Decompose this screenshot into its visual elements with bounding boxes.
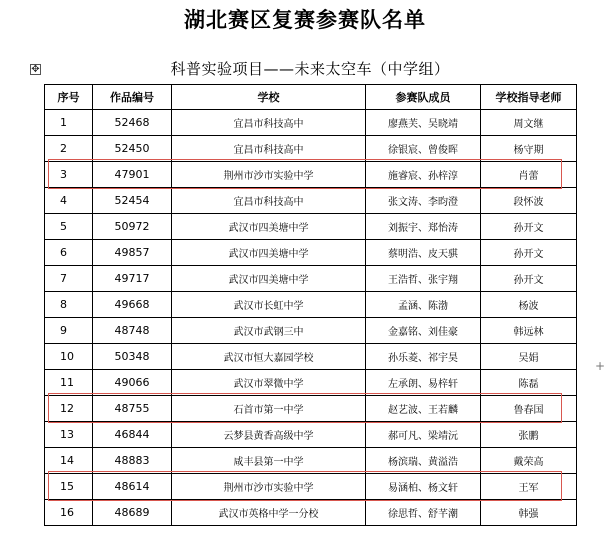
cell-school: 石首市第一中学 (172, 396, 366, 422)
cell-work-id: 49717 (93, 266, 172, 292)
cell-work-id: 46844 (93, 422, 172, 448)
cell-work-id: 49066 (93, 370, 172, 396)
header-members: 参赛队成员 (366, 85, 481, 110)
table-caption: 科普实验项目——未来太空车（中学组） (170, 60, 450, 78)
cell-school: 武汉市武钢三中 (172, 318, 366, 344)
cell-teacher: 陈磊 (481, 370, 577, 396)
cell-members: 左承朗、易梓轩 (366, 370, 481, 396)
cell-teacher: 韩远林 (481, 318, 577, 344)
cell-seq: 9 (45, 318, 93, 344)
header-school: 学校 (172, 85, 366, 110)
cell-school: 荆州市沙市实验中学 (172, 162, 366, 188)
table-row (45, 474, 577, 500)
cell-school: 宜昌市科技高中 (172, 110, 366, 136)
cell-seq: 3 (45, 162, 93, 188)
table-row (45, 110, 577, 136)
cell-school: 云梦县黄香高级中学 (172, 422, 366, 448)
table-row (45, 318, 577, 344)
cell-teacher: 吴娟 (481, 344, 577, 370)
table-row (45, 188, 577, 214)
cell-school: 武汉市长虹中学 (172, 292, 366, 318)
cell-members: 杨滨瑞、黄溢浩 (366, 448, 481, 474)
cell-members: 王浩哲、张宇翔 (366, 266, 481, 292)
document-title: 湖北赛区复赛参赛队名单 (184, 8, 426, 32)
table-row (45, 448, 577, 474)
cell-members: 蔡明浩、皮天骐 (366, 240, 481, 266)
cell-members: 徐思哲、舒芊潮 (366, 500, 481, 526)
cell-work-id: 49668 (93, 292, 172, 318)
table-row (45, 240, 577, 266)
cell-school: 武汉市四美塘中学 (172, 214, 366, 240)
cell-seq: 5 (45, 214, 93, 240)
table-row (45, 292, 577, 318)
cell-school: 武汉市英格中学一分校 (172, 500, 366, 526)
cell-seq: 8 (45, 292, 93, 318)
cell-teacher: 周文继 (481, 110, 577, 136)
cell-seq: 7 (45, 266, 93, 292)
table-row (45, 162, 577, 188)
table-row (45, 214, 577, 240)
cell-work-id: 52468 (93, 110, 172, 136)
cell-seq: 11 (45, 370, 93, 396)
cell-members: 刘振宇、郑怡涛 (366, 214, 481, 240)
cell-seq: 2 (45, 136, 93, 162)
table-row (45, 422, 577, 448)
cell-seq: 12 (45, 396, 93, 422)
header-teacher: 学校指导老师 (481, 85, 577, 110)
table-body (45, 110, 577, 526)
cell-members: 易涵柏、杨文轩 (366, 474, 481, 500)
cell-seq: 1 (45, 110, 93, 136)
cell-seq: 15 (45, 474, 93, 500)
cell-teacher: 肖蕾 (481, 162, 577, 188)
cell-work-id: 50972 (93, 214, 172, 240)
cell-members: 孙乐菱、祁宇昊 (366, 344, 481, 370)
cell-members: 张文涛、李昀澄 (366, 188, 481, 214)
cell-school: 咸丰县第一中学 (172, 448, 366, 474)
cell-work-id: 52450 (93, 136, 172, 162)
cell-work-id: 50348 (93, 344, 172, 370)
cell-teacher: 孙开文 (481, 214, 577, 240)
cell-teacher: 段怀波 (481, 188, 577, 214)
header-work-id: 作品编号 (93, 85, 172, 110)
cell-work-id: 48883 (93, 448, 172, 474)
table-move-handle-icon[interactable]: ✥ (31, 64, 40, 75)
table-row (45, 136, 577, 162)
cell-teacher: 杨波 (481, 292, 577, 318)
cell-teacher: 王军 (481, 474, 577, 500)
team-roster-table (44, 84, 577, 526)
table-row (45, 370, 577, 396)
cell-members: 郝可凡、梁靖沅 (366, 422, 481, 448)
cell-work-id: 48748 (93, 318, 172, 344)
header-seq: 序号 (45, 85, 93, 110)
cell-work-id: 48689 (93, 500, 172, 526)
cell-members: 赵艺波、王若麟 (366, 396, 481, 422)
cell-members: 廖燕芙、吴晓靖 (366, 110, 481, 136)
cell-school: 武汉市四美塘中学 (172, 266, 366, 292)
cell-seq: 6 (45, 240, 93, 266)
cell-work-id: 48614 (93, 474, 172, 500)
add-row-plus-icon[interactable]: + (595, 359, 606, 373)
cell-school: 武汉市翠微中学 (172, 370, 366, 396)
table-header-row (45, 85, 577, 110)
cell-work-id: 47901 (93, 162, 172, 188)
cell-seq: 4 (45, 188, 93, 214)
table-row (45, 344, 577, 370)
cell-members: 金嘉铭、刘佳豪 (366, 318, 481, 344)
cell-work-id: 49857 (93, 240, 172, 266)
table-row (45, 500, 577, 526)
cell-school: 荆州市沙市实验中学 (172, 474, 366, 500)
cell-seq: 16 (45, 500, 93, 526)
cell-teacher: 鲁春国 (481, 396, 577, 422)
cell-teacher: 杨守期 (481, 136, 577, 162)
cell-teacher: 孙开文 (481, 266, 577, 292)
cell-teacher: 张鹏 (481, 422, 577, 448)
cell-teacher: 孙开文 (481, 240, 577, 266)
cell-work-id: 48755 (93, 396, 172, 422)
table-row (45, 396, 577, 422)
table-row (45, 266, 577, 292)
cell-seq: 14 (45, 448, 93, 474)
cell-members: 孟涵、陈渤 (366, 292, 481, 318)
cell-school: 武汉市恒大嘉园学校 (172, 344, 366, 370)
cell-seq: 13 (45, 422, 93, 448)
cell-teacher: 韩强 (481, 500, 577, 526)
cell-seq: 10 (45, 344, 93, 370)
cell-school: 武汉市四美塘中学 (172, 240, 366, 266)
cell-school: 宜昌市科技高中 (172, 136, 366, 162)
cell-members: 施睿宸、孙梓淳 (366, 162, 481, 188)
cell-school: 宜昌市科技高中 (172, 188, 366, 214)
cell-work-id: 52454 (93, 188, 172, 214)
cell-members: 徐银宸、曾俊晖 (366, 136, 481, 162)
cell-teacher: 戴荣高 (481, 448, 577, 474)
